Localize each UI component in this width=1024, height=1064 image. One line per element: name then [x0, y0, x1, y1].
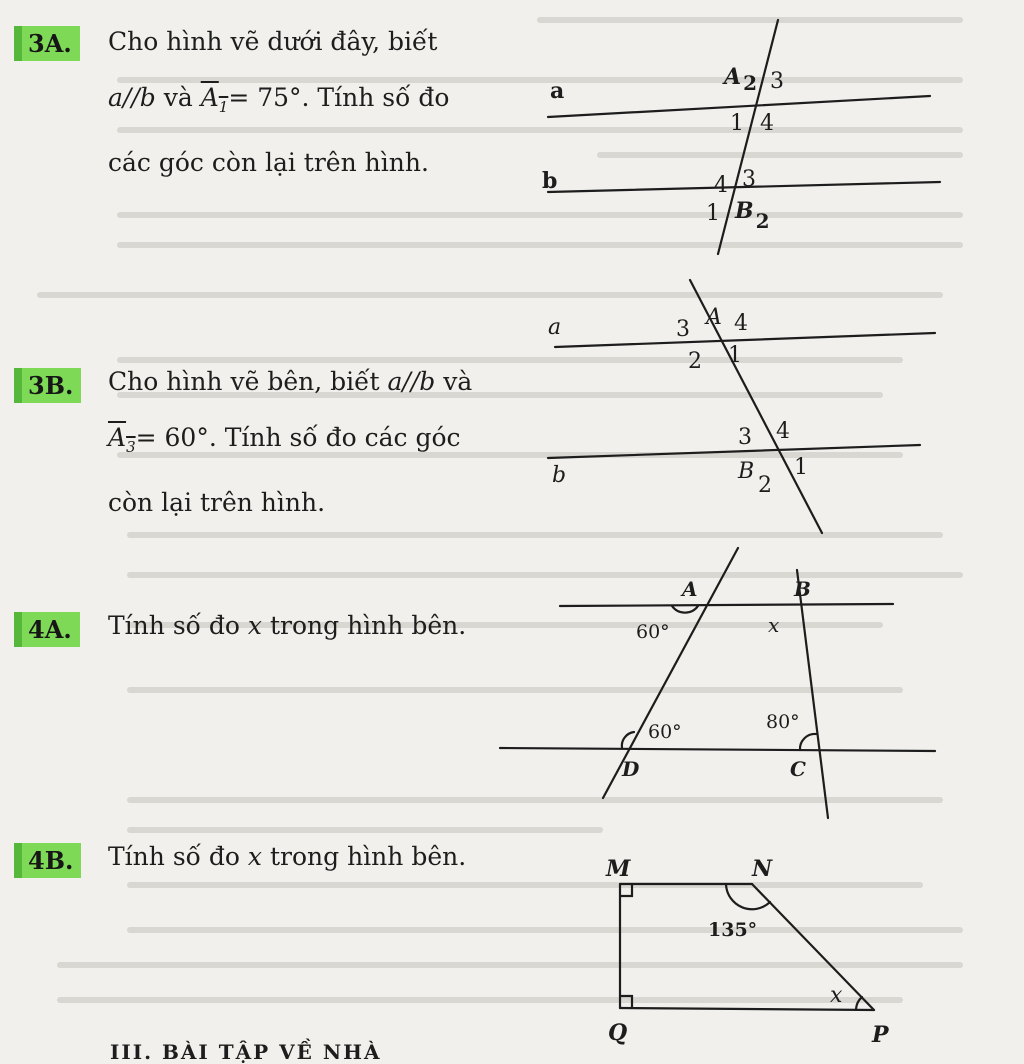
fig3a-angle-a1: 1 [730, 111, 744, 136]
fig4a-arc-c [800, 734, 816, 750]
fig3b-label-line-b: b [552, 463, 567, 488]
angle-a3: $A_3$ [108, 423, 136, 456]
problem-3a-line3: các góc còn lại trên hình. [108, 148, 429, 177]
fig4a-point-d: D [622, 757, 640, 781]
fig3b-point-b: B [738, 459, 755, 484]
fig4a-point-b: B [794, 577, 811, 601]
fig3b-angle-b3: 3 [738, 425, 752, 450]
fig4b-point-q: Q [608, 1020, 628, 1046]
fig3a-label-line-a: a [550, 78, 565, 104]
problem-3b-line2: $A_3= 60^\circ$. Tính số đo các góc [108, 423, 461, 456]
fig3a-angle-a3: 3 [770, 69, 784, 94]
fig3a-labels [542, 64, 784, 233]
problem-4a-label: 4A. [14, 612, 80, 647]
fig4b-line-qp [620, 1008, 874, 1010]
fig4b-point-n: N [752, 856, 773, 882]
fig3b-line-b [548, 445, 920, 458]
fig3a-point-b: B 2 [735, 198, 770, 233]
fig3b-angle-b2: 2 [758, 473, 772, 498]
problem-3a-line1: Cho hình vẽ dưới đây, biết [108, 27, 438, 56]
fig3b-angle-a3: 3 [676, 317, 690, 342]
section-heading-homework: III. BÀI TẬP VỀ NHÀ [110, 1040, 382, 1064]
problem-4b-label: 4B. [14, 843, 81, 878]
fig3a-label-line-b: b [542, 168, 558, 194]
fig3a-angle-a4: 4 [760, 111, 774, 136]
fig4b-angle-x: x [830, 983, 843, 1008]
figure-4a [500, 548, 935, 818]
fig3b-labels [548, 305, 808, 498]
fig3b-point-a: A [706, 305, 722, 330]
fig4a-line-ab [560, 604, 893, 606]
fig4b-point-m: M [606, 856, 631, 882]
fig3a-point-a: A 2 [724, 64, 757, 95]
problem-3b-line3: còn lại trên hình. [108, 488, 326, 517]
problem-4a-text: Tính số đo x trong hình bên. [108, 611, 467, 640]
problem-3b-line1: Cho hình vẽ bên, biết a//b và [108, 367, 473, 396]
fig3b-angle-a2: 2 [688, 349, 702, 374]
fig4a-arc-a [672, 606, 698, 613]
fig3b-angle-a4: 4 [734, 311, 748, 336]
problem-4b-text: Tính số đo x trong hình bên. [108, 842, 467, 871]
fig4a-angle-c-80: 80° [766, 711, 800, 733]
problem-3a-line2: a//b và $A_1= 75^\circ$. Tính số đo [108, 83, 450, 116]
fig4a-angle-d-60: 60° [648, 721, 682, 743]
fig4b-point-p: P [872, 1022, 889, 1048]
fig3b-label-line-a: a [548, 315, 562, 340]
fig3a-angle-b1: 1 [706, 201, 720, 226]
fig3a-angle-b4: 4 [714, 173, 728, 198]
fig4a-angle-a-60: 60° [636, 621, 670, 643]
fig3a-angle-b3: 3 [742, 167, 756, 192]
problem-3b-label: 3B. [14, 368, 81, 403]
angle-a1: $A_1$ [200, 83, 229, 116]
fig4b-right-angle-m [620, 884, 632, 896]
fig4b-right-angle-q [620, 996, 632, 1008]
problem-3a-label: 3A. [14, 26, 80, 61]
fig4a-point-c: C [790, 757, 806, 781]
fig4a-angle-x: x [768, 613, 780, 637]
fig3b-angle-b1: 1 [794, 455, 808, 480]
fig4b-arc-p [856, 997, 862, 1009]
fig4b-angle-n-135: 135° [708, 919, 758, 941]
fig3b-angle-a1: 1 [728, 343, 742, 368]
fig4a-line-dc [500, 748, 935, 751]
fig4a-point-a: A [682, 577, 698, 601]
fig3b-angle-b4: 4 [776, 419, 790, 444]
